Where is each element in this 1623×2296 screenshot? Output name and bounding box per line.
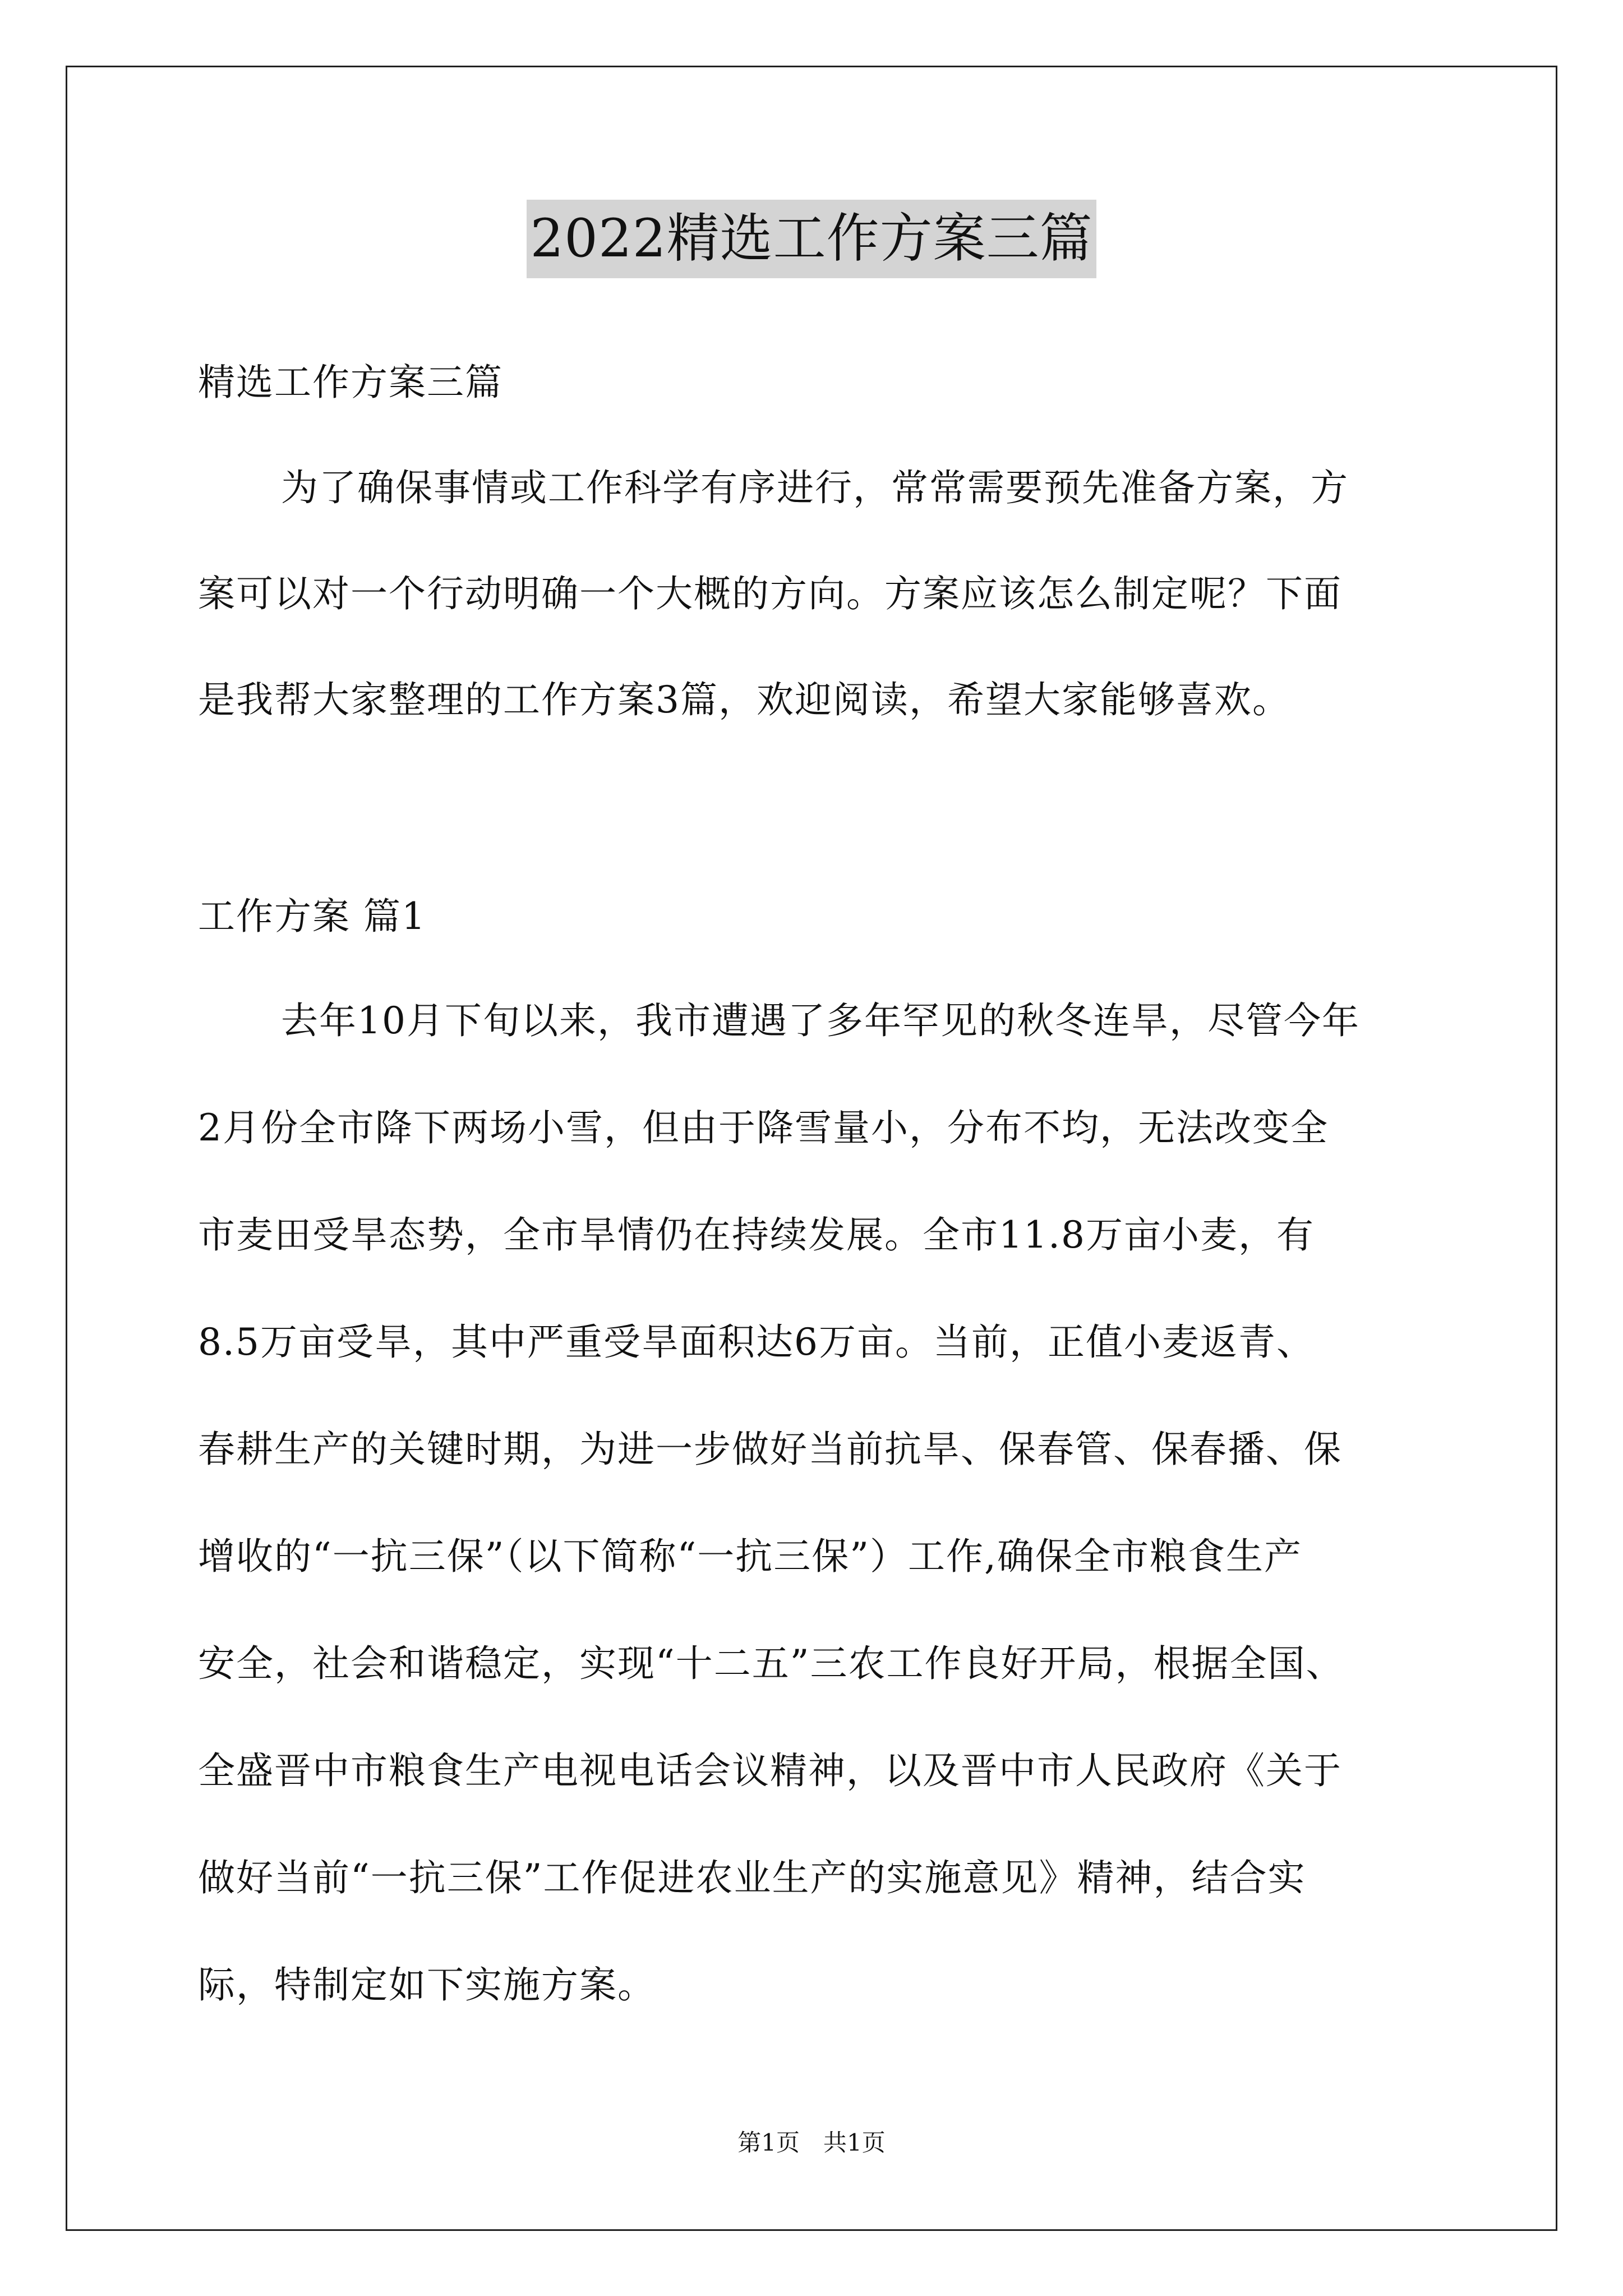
body-line-7: 安全，社会和谐稳定，实现“十二五”三农工作良好开局，根据全国、	[198, 1642, 1344, 1685]
section-heading: 工作方案 篇1	[198, 895, 426, 938]
body-line-3: 市麦田受旱态势，全市旱情仍在持续发展。全市11.8万亩小麦，有	[198, 1213, 1315, 1257]
body-line-6: 增收的“一抗三保”（以下简称“一抗三保”）工作,确保全市粮食生产	[198, 1535, 1302, 1578]
intro-line-1: 为了确保事情或工作科学有序进行，常常需要预先准备方案，方	[281, 466, 1349, 509]
body-line-2: 2月份全市降下两场小雪，但由于降雪量小，分布不均，无法改变全	[198, 1106, 1329, 1149]
page-footer: 第1页 共1页	[737, 2129, 886, 2156]
document-title: 2022精选工作方案三篇	[527, 200, 1096, 278]
document-subtitle: 精选工作方案三篇	[198, 361, 503, 404]
body-line-10: 际，特制定如下实施方案。	[198, 1963, 656, 2007]
body-line-9: 做好当前“一抗三保”工作促进农业生产的实施意见》精神，结合实	[198, 1856, 1306, 1899]
body-line-1: 去年10月下旬以来，我市遭遇了多年罕见的秋冬连旱，尽管今年	[281, 999, 1360, 1042]
body-line-8: 全盛晋中市粮食生产电视电话会议精神，以及晋中市人民政府《关于	[198, 1749, 1342, 1792]
intro-line-3: 是我帮大家整理的工作方案3篇，欢迎阅读，希望大家能够喜欢。	[198, 678, 1290, 721]
intro-line-2: 案可以对一个行动明确一个大概的方向。方案应该怎么制定呢？下面	[198, 572, 1342, 615]
body-line-4: 8.5万亩受旱，其中严重受旱面积达6万亩。当前，正值小麦返青、	[198, 1320, 1315, 1364]
title-container	[0, 200, 1623, 278]
body-line-5: 春耕生产的关键时期，为进一步做好当前抗旱、保春管、保春播、保	[198, 1428, 1342, 1471]
